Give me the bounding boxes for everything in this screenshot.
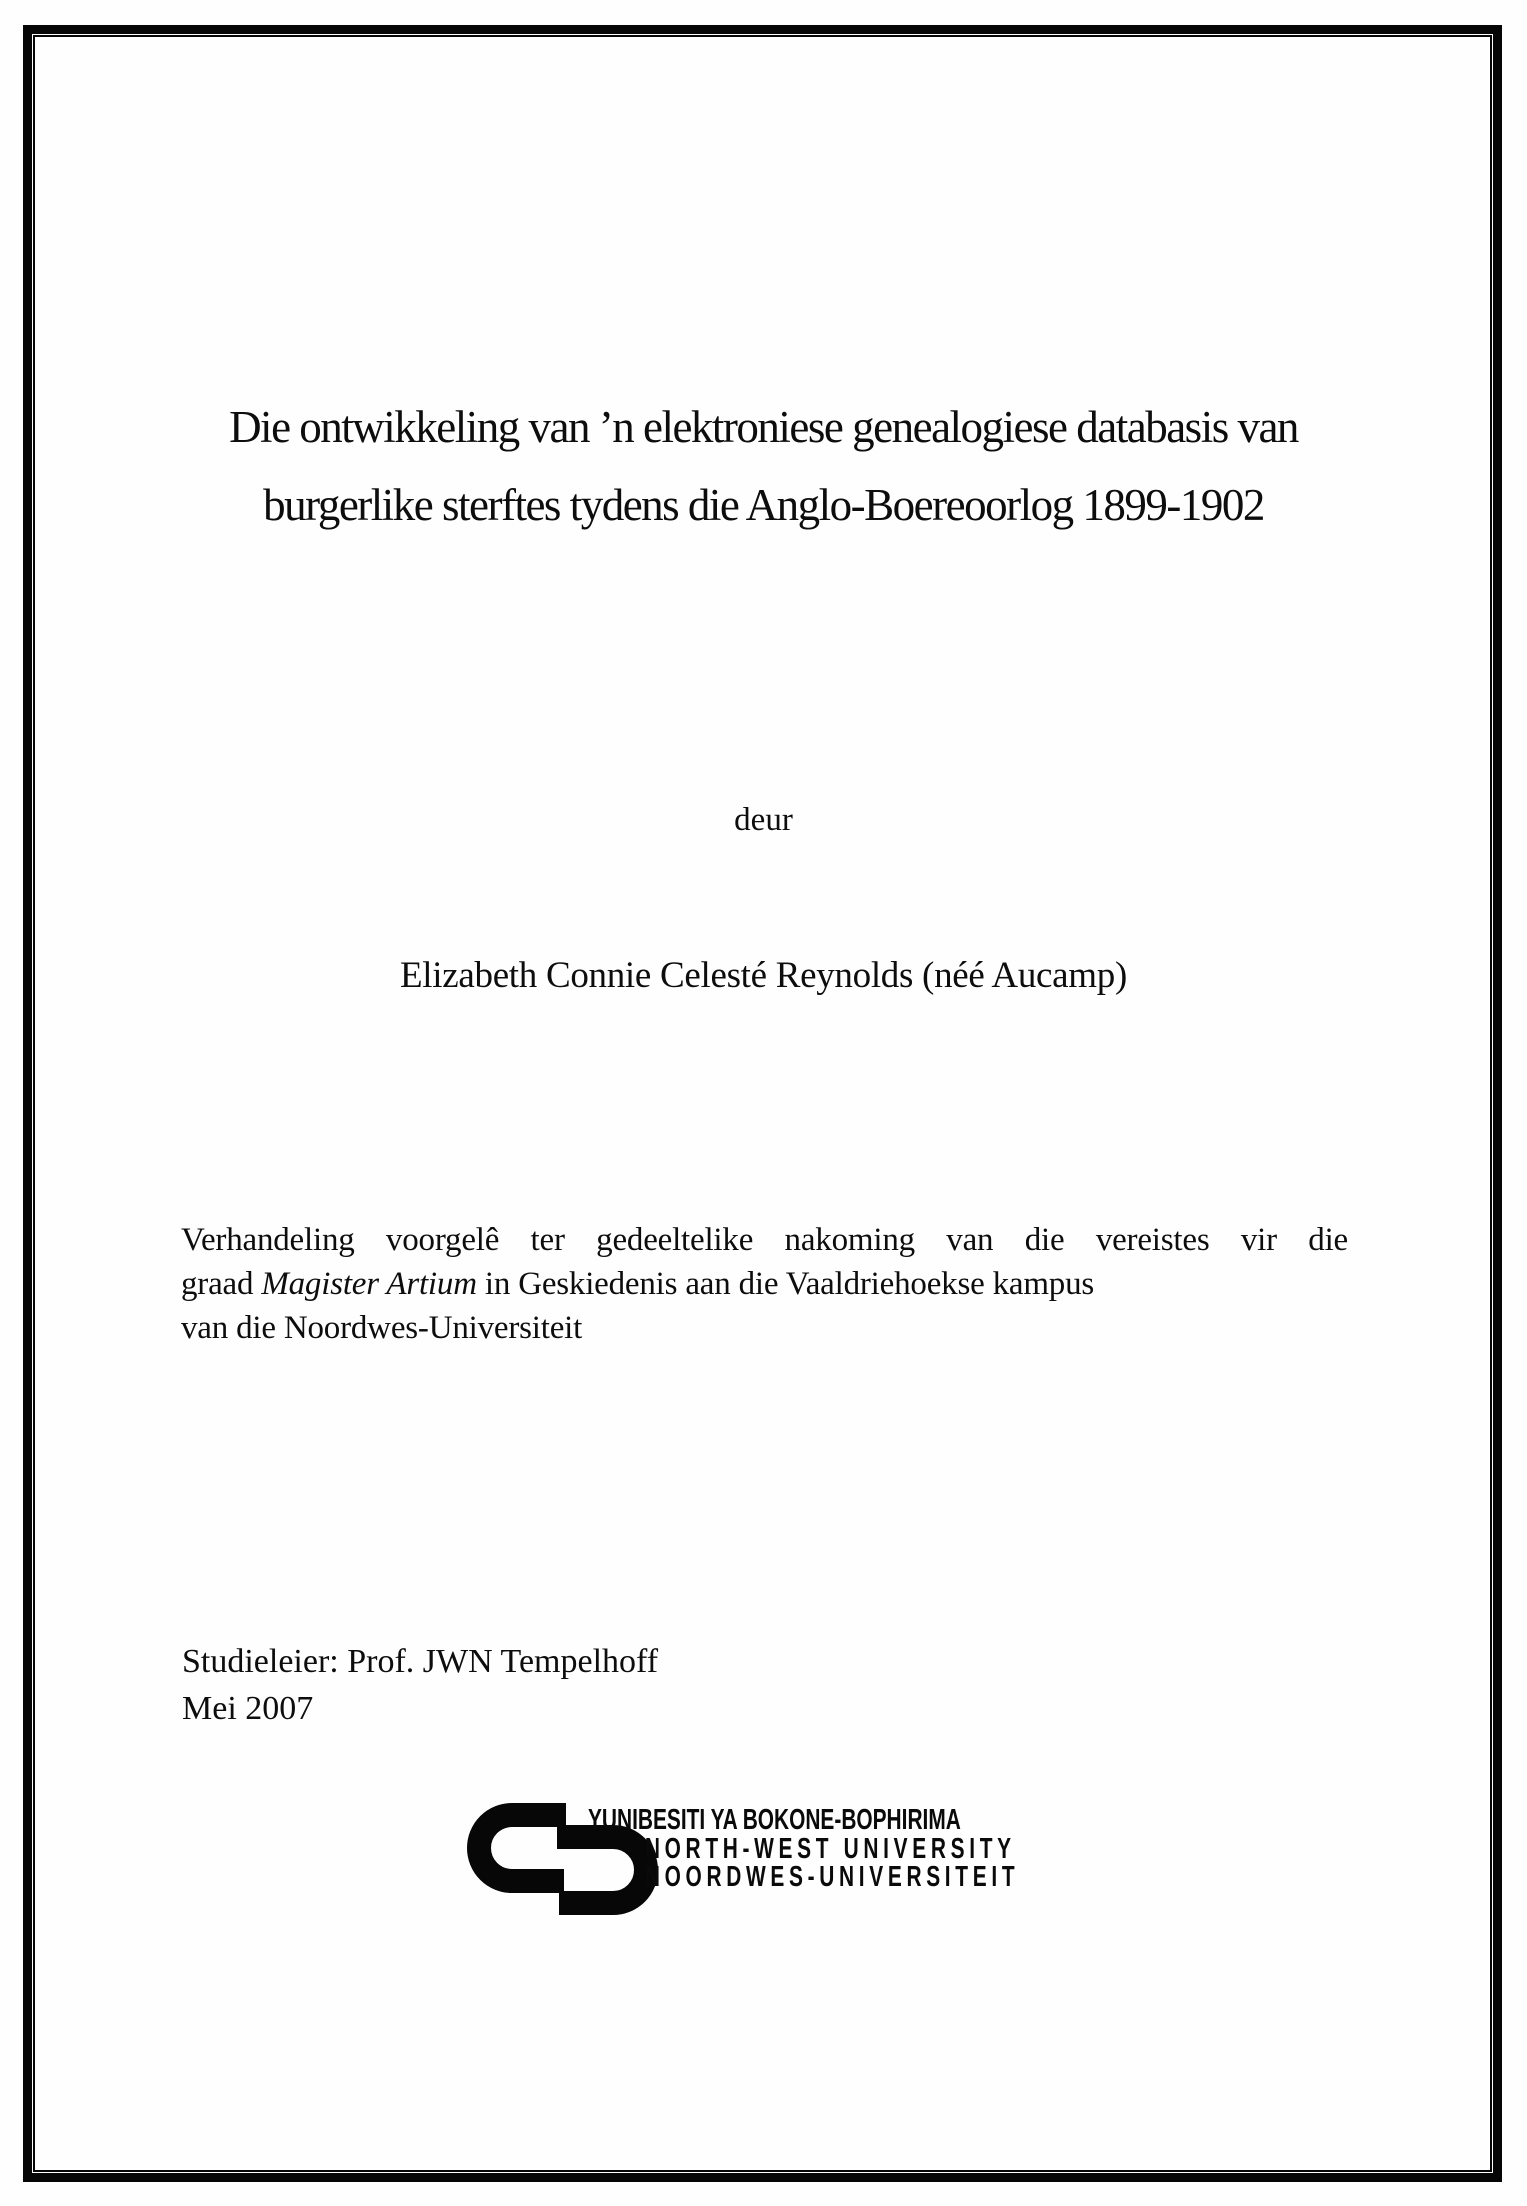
logo-line-english: NORTH-WEST UNIVERSITY — [644, 1832, 1016, 1865]
degree-statement — [181, 1218, 1348, 1350]
thesis-title-line2: burgerlike sterftes tydens die Anglo-Boereoorlog 1899-1902 — [263, 480, 1264, 530]
degree-name-italic: Magister Artium — [261, 1266, 477, 1302]
degree-statement-line3: van die Noordwes-Universiteit — [181, 1310, 583, 1346]
thesis-title — [60, 388, 1467, 544]
author-name: Elizabeth Connie Celesté Reynolds (néé Aucamp) — [399, 955, 1127, 996]
degree-statement-line2-prefix: graad — [181, 1266, 262, 1302]
supervisor-line: Studieleier: Prof. JWN Tempelhoff — [182, 1643, 659, 1680]
degree-statement-line2-suffix: in Geskiedenis aan die Vaaldriehoekse kampus — [476, 1266, 1095, 1302]
logo-line-setswana: YUNIBESITI YA BOKONE-BOPHIRIMA — [588, 1804, 961, 1836]
degree-statement-line2 — [181, 1262, 1348, 1306]
thesis-title-line1: Die ontwikkeling van ’n elektroniese genealogiese databasis van — [229, 402, 1298, 452]
byline: deur — [734, 802, 793, 838]
university-logo — [467, 1803, 1107, 1943]
supervisor-block — [182, 1638, 658, 1732]
date-line: Mei 2007 — [182, 1690, 314, 1727]
university-logo-wordmark — [588, 1806, 1019, 1892]
logo-line-afrikaans: NOORDWES-UNIVERSITEIT — [644, 1861, 1020, 1893]
degree-statement-line1: Verhandeling voorgelê ter gedeeltelike nakoming van die vereistes vir die — [181, 1222, 1348, 1258]
